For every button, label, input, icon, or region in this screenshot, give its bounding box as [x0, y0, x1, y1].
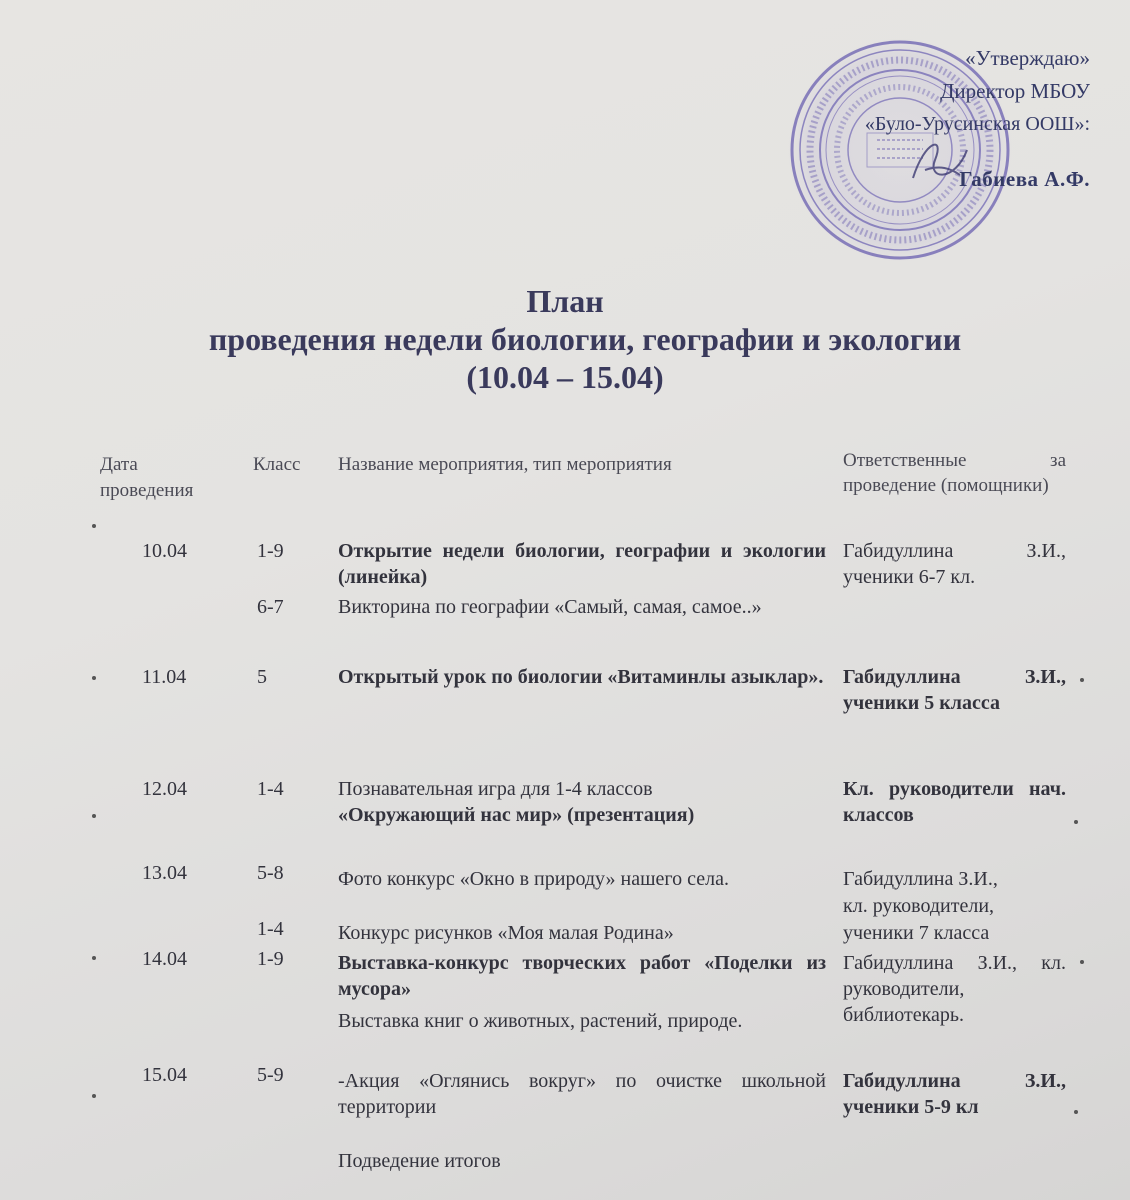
- paper-mark: [1074, 1110, 1078, 1114]
- row-responsible-line: Габидуллина З.И.,: [843, 868, 998, 890]
- row-date: 13.04: [142, 862, 187, 884]
- paper-mark: [1074, 820, 1078, 824]
- row-event: -Акция «Оглянись вокруг» по очистке школьной территории: [338, 1070, 826, 1118]
- row-class: 1-9: [257, 540, 284, 562]
- row-responsible-line: ученики 7 класса: [843, 922, 990, 944]
- row-event: Выставка-конкурс творческих работ «Поделки из мусора»: [338, 952, 826, 1000]
- header-responsible: Ответственные за проведение (помощники): [843, 450, 1066, 496]
- row-class: 1-9: [257, 948, 284, 970]
- row-class: 6-7: [257, 596, 284, 618]
- paper-mark: [92, 956, 96, 960]
- row-responsible: Кл. руководители нач. классов: [843, 778, 1066, 826]
- row-responsible: Габидуллина З.И., ученики 5-9 кл: [843, 1070, 1066, 1118]
- row-responsible: Габидуллина З.И., ученики 6-7 кл.: [843, 540, 1066, 588]
- row-responsible: Габидуллина З.И., ученики 5 класса: [843, 666, 1066, 714]
- row-responsible-line: кл. руководители,: [843, 895, 995, 917]
- approval-line-2: Директор МБОУ: [940, 79, 1090, 103]
- row-event: Открытый урок по биологии «Витаминлы азыклар».: [338, 666, 824, 688]
- row-responsible: Габидуллина З.И., кл. руководители, библиотекарь.: [843, 952, 1066, 1026]
- paper-mark: [1080, 960, 1084, 964]
- row-class: 5-8: [257, 862, 284, 884]
- row-class: 5-9: [257, 1064, 284, 1086]
- title-line-1: План: [526, 283, 604, 319]
- row-class: 5: [257, 666, 267, 688]
- row-date: 15.04: [142, 1064, 187, 1086]
- paper-mark: [92, 524, 96, 528]
- row-class: 1-4: [257, 918, 284, 940]
- header-class: Класс: [253, 454, 301, 475]
- row-event: Фото конкурс «Окно в природу» нашего села.: [338, 868, 729, 890]
- approval-line-3: «Було-Урусинская ООШ»:: [864, 113, 1090, 135]
- header-event: Название мероприятия, тип мероприятия: [338, 454, 672, 475]
- row-event: Открытие недели биологии, географии и экологии (линейка): [338, 540, 826, 588]
- row-date: 10.04: [142, 540, 187, 562]
- row-event: Выставка книг о животных, растений, природе.: [338, 1010, 743, 1032]
- header-date: Дата проведения: [100, 454, 194, 501]
- row-event: Викторина по географии «Самый, самая, самое..»: [338, 596, 762, 618]
- row-event-line-2: «Окружающий нас мир» (презентация): [338, 804, 695, 826]
- paper-mark: [92, 1094, 96, 1098]
- paper-mark: [92, 814, 96, 818]
- row-date: 12.04: [142, 778, 187, 800]
- row-date: 11.04: [142, 666, 187, 688]
- row-event: Подведение итогов: [338, 1150, 501, 1172]
- paper-mark: [1080, 678, 1084, 682]
- title-line-2: проведения недели биологии, географии и экологии: [208, 321, 962, 357]
- approval-line-1: «Утверждаю»: [965, 46, 1090, 70]
- row-event: Конкурс рисунков «Моя малая Родина»: [338, 922, 674, 944]
- approval-signature-name: Габиева А.Ф.: [959, 167, 1090, 191]
- row-event-line-1: Познавательная игра для 1-4 классов: [338, 778, 653, 800]
- row-class: 1-4: [257, 778, 284, 800]
- row-date: 14.04: [142, 948, 187, 970]
- title-line-3: (10.04 – 15.04): [466, 359, 664, 395]
- paper-mark: [92, 676, 96, 680]
